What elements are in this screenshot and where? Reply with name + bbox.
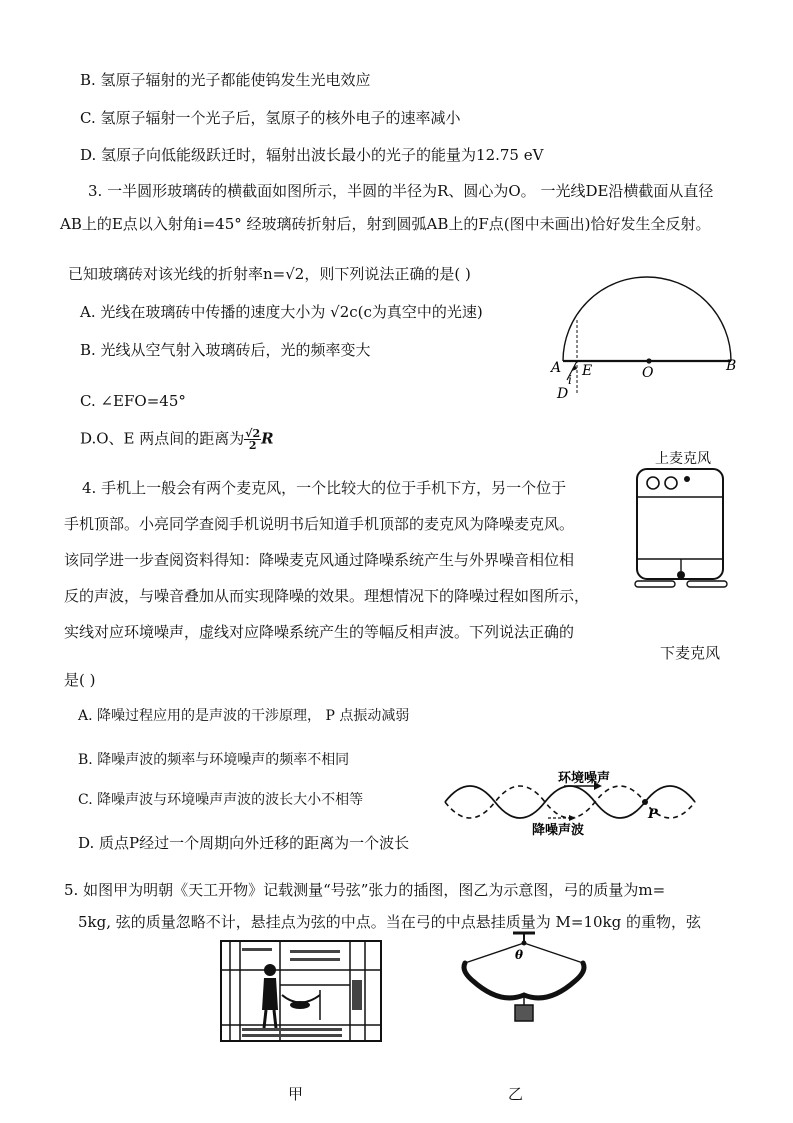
fraction-numerator: √2: [245, 427, 261, 440]
bottom-mic-icon: [677, 571, 685, 579]
label-i: i: [568, 373, 572, 387]
q3-option-c: C. ∠EFO=45°: [80, 392, 186, 410]
bow-shape: [464, 963, 584, 998]
q4-stem-line3: 该同学进一步查阅资料得知：降噪麦克风通过降噪系统产生与外界噪音相位相: [64, 551, 575, 569]
q4-option-c: C. 降噪声波与环境噪声声波的波长大小不相等: [78, 792, 364, 808]
q3-option-d-text: D.O、E 两点间的距离为: [80, 429, 245, 448]
q3-option-a-text: A. 光线在玻璃砖中传播的速度大小为: [80, 303, 331, 321]
q4-stem-line5: 实线对应环境噪声，虚线对应降噪系统产生的等幅反相声波。下列说法正确的: [64, 623, 575, 641]
q4-option-d: D. 质点P经过一个周期向外迁移的距离为一个波长: [78, 834, 410, 852]
bottom-mic-label: 下麦克风: [660, 645, 721, 662]
label-p: P: [648, 807, 658, 822]
mic-bar-left: [635, 581, 675, 587]
top-mic-label: 上麦克风: [655, 450, 711, 466]
string-right: [524, 943, 583, 963]
semicircle-arc: [563, 277, 731, 361]
anti-noise-arrow-head: [569, 815, 576, 821]
q3-option-d: [80, 428, 274, 451]
label-d: D: [557, 386, 569, 398]
label-a: A: [551, 360, 562, 376]
q3-stem-line3: [68, 264, 471, 284]
q5-stem-line1: 5. 如图甲为明朝《天工开物》记载测量“号弦”张力的插图，图乙为示意图，弓的质量为m=: [64, 881, 666, 899]
label-e: E: [582, 363, 593, 379]
weight-block: [515, 1005, 533, 1021]
q4-stem-line2: 手机顶部。小亮同学查阅手机说明书后知道手机顶部的麦克风为降噪麦克风。: [64, 515, 575, 533]
illustration-yi: [455, 925, 595, 1030]
q2-option-c: C. 氢原子辐射一个光子后，氢原子的核外电子的速率减小: [80, 109, 461, 127]
illustration-jia: [220, 940, 382, 1042]
label-b: B: [726, 358, 737, 374]
q4-stem-line6: 是( ): [64, 671, 96, 689]
camera-icon: [665, 477, 677, 489]
fraction: [244, 428, 261, 451]
caption-jia: 甲: [288, 1085, 304, 1103]
q5-stem-line2: 5kg, 弦的质量忽略不计，悬挂点为弦的中点。当在弓的中点悬挂质量为 M=10kg 的重物，弦: [78, 913, 702, 931]
sqrt2-symbol: √2: [285, 265, 305, 283]
anti-noise-label: 降噪声波: [532, 822, 585, 837]
q3-stem-line2: AB上的E点以入射角i=45° 经玻璃砖折射后，射到圆弧AB上的F点(图中未画出)恰好发生全反射。: [60, 215, 711, 233]
q3-option-b: B. 光线从空气射入玻璃砖后，光的频率变大: [80, 341, 371, 359]
wave-figure: [440, 762, 710, 842]
q4-option-b: B. 降噪声波的频率与环境噪声的频率不相同: [78, 752, 350, 768]
angle-theta: θ: [515, 948, 524, 962]
variable-r: R: [261, 429, 274, 448]
q3-option-a: [80, 302, 483, 322]
q3-option-a-tail: c(c为真空中的光速): [349, 303, 483, 321]
phone-figure: [625, 445, 735, 595]
caption-yi: 乙: [508, 1085, 524, 1103]
camera-icon: [647, 477, 659, 489]
sqrt2-symbol: √2: [330, 303, 350, 321]
q2-option-d: D. 氢原子向低能级跃迁时，辐射出波长最小的光子的能量为12.75 eV: [80, 146, 544, 164]
center-point-o: [646, 358, 651, 363]
semicircle-figure: [545, 268, 745, 398]
top-mic-icon: [684, 476, 690, 482]
phone-body: [637, 469, 723, 579]
q4-stem-line1: 4. 手机上一般会有两个麦克风，一个比较大的位于手机下方，另一个位于: [82, 479, 567, 497]
q2-option-b: B. 氢原子辐射的光子都能使钨发生光电效应: [80, 71, 371, 89]
q4-stem-line4: 反的声波，与噪音叠加从而实现降噪的效果。理想情况下的降噪过程如图所示，: [64, 587, 590, 605]
fraction-denominator: 2: [248, 439, 257, 452]
point-p: [642, 799, 648, 805]
q3-stem-text: 已知玻璃砖对该光线的折射率n=: [68, 265, 286, 283]
q3-stem-line1: 3. 一半圆形玻璃砖的横截面如图所示，半圆的半径为R、圆心为O。 一光线DE沿横截面从直径: [88, 182, 714, 200]
noise-label: 环境噪声: [558, 770, 611, 785]
label-o: O: [642, 365, 654, 381]
q3-stem-tail: ，则下列说法正确的是( ): [304, 265, 471, 283]
q4-option-a: A. 降噪过程应用的是声波的干涉原理， P 点振动减弱: [78, 708, 410, 724]
mic-bar-right: [687, 581, 727, 587]
